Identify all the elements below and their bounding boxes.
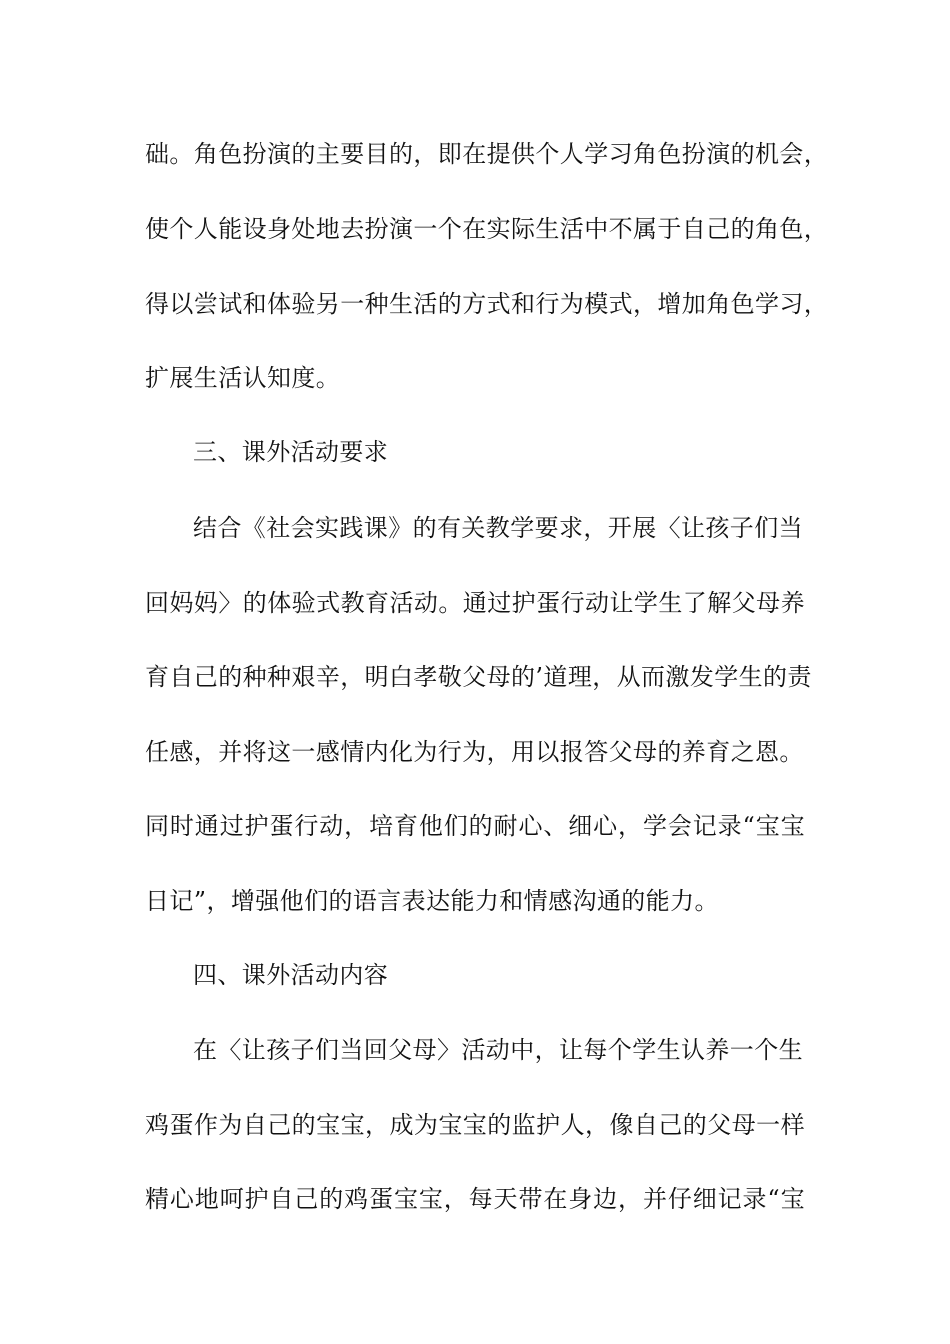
paragraph-line: 精心地呵护自己的鸡蛋宝宝，每天带在身边，并仔细记录“宝	[145, 1185, 805, 1213]
section-heading: 三、课外活动要求	[193, 438, 389, 466]
paragraph-line: 在〈让孩子们当回父母〉活动中，让每个学生认养一个生	[193, 1036, 803, 1064]
paragraph-line: 础。角色扮演的主要目的，即在提供个人学习角色扮演的机会，	[145, 140, 829, 168]
paragraph-line: 同时通过护蛋行动，培育他们的耐心、细心，学会记录“宝宝	[145, 812, 805, 840]
paragraph-line: 回妈妈〉的体验式教育活动。通过护蛋行动让学生了解父母养	[145, 589, 805, 617]
paragraph-line: 鸡蛋作为自己的宝宝，成为宝宝的监护人，像自己的父母一样	[145, 1111, 805, 1139]
paragraph-line: 日记”，增强他们的语言表达能力和情感沟通的能力。	[145, 887, 719, 915]
paragraph-line: 使个人能设身处地去扮演一个在实际生活中不属于自己的角色，	[145, 215, 829, 243]
paragraph-line: 育自己的种种艰辛，明白孝敬父母的’道理，从而激发学生的责	[145, 663, 812, 691]
section-heading: 四、课外活动内容	[193, 961, 389, 989]
paragraph-line: 扩展生活认知度。	[145, 364, 341, 392]
paragraph-line: 结合《社会实践课》的有关教学要求，开展〈让孩子们当	[193, 514, 803, 542]
paragraph-line: 任感，并将这一感情内化为行为，用以报答父母的养育之恩。	[145, 738, 804, 766]
paragraph-line: 得以尝试和体验另一种生活的方式和行为模式，增加角色学习，	[145, 290, 829, 318]
